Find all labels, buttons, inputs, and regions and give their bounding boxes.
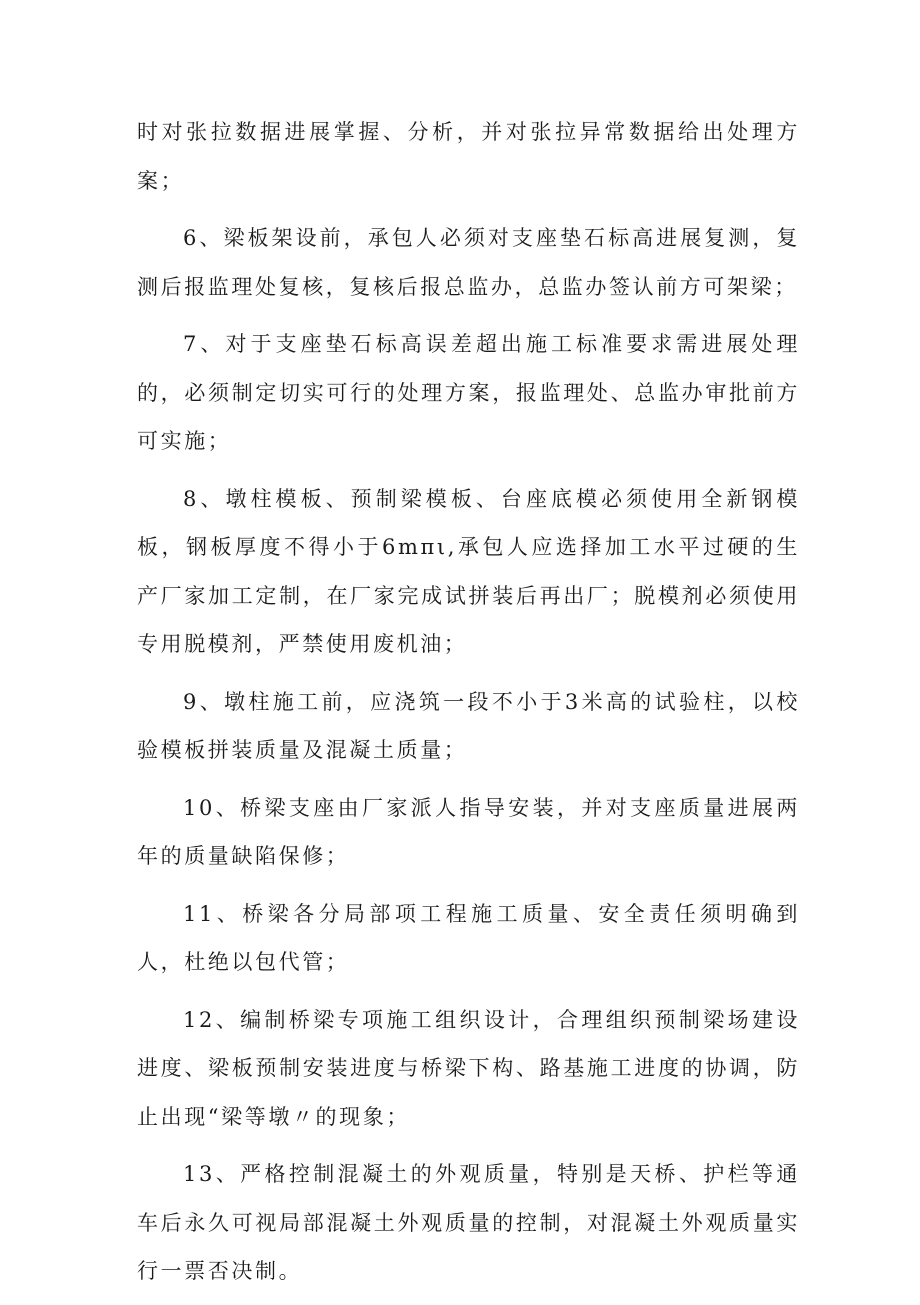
paragraph-item-9: 9、墩柱施工前，应浇筑一段不小于3米高的试验柱，以校验模板拼装质量及混凝土质量；	[137, 689, 800, 762]
paragraph-item-13: 13、严格控制混凝土的外观质量，特别是天桥、护栏等通车后永久可视局部混凝土外观质量的控制，对混凝土外观质量实行一票否决制。	[137, 1162, 800, 1283]
paragraph-item-6: 6、梁板架设前，承包人必须对支座垫石标高进展复测，复测后报监理处复核，复核后报总监办，总监办签认前方可架梁；	[137, 226, 800, 299]
paragraph-continuation: 时对张拉数据进展掌握、分析，并对张拉异常数据给出处理方案；	[137, 120, 800, 193]
document-body	[137, 108, 800, 1305]
paragraph-item-8: 8、墩柱模板、预制梁模板、台座底模必须使用全新钢模板，钢板厚度不得小于6mπι,承包人应选择加工水平过硬的生产厂家加工定制，在厂家完成试拼装后再出厂；脱模剂必须使用专用脱模剂，严禁使用废机油；	[137, 486, 800, 656]
paragraph-item-7: 7、对于支座垫石标高误差超出施工标准要求需进展处理的，必须制定切实可行的处理方案，报监理处、总监办审批前方可实施；	[137, 332, 800, 453]
paragraph-item-10: 10、桥梁支座由厂家派人指导安装，并对支座质量进展两年的质量缺陷保修；	[137, 795, 800, 868]
paragraph-item-11: 11、桥梁各分局部项工程施工质量、安全责任须明确到人，杜绝以包代管；	[137, 901, 800, 974]
paragraph-item-12: 12、编制桥梁专项施工组织设计，合理组织预制梁场建设进度、梁板预制安装进度与桥梁下构、路基施工进度的协调，防止出现“梁等墩〃的现象；	[137, 1007, 800, 1129]
